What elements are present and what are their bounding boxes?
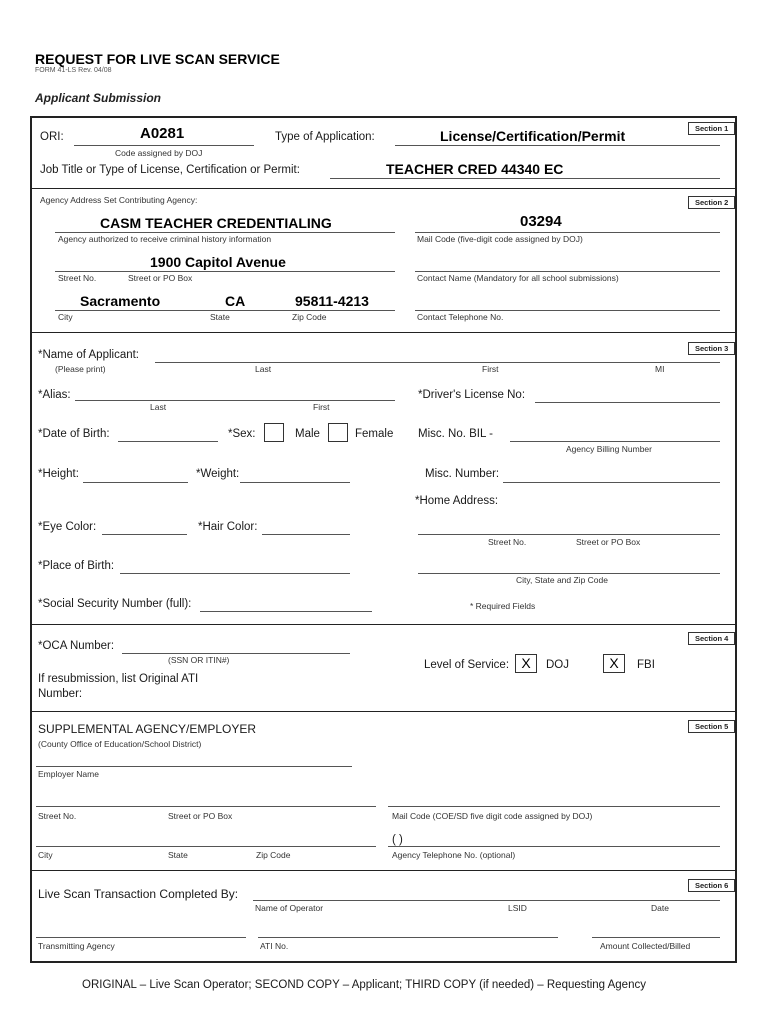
employer-city-label: City [38,850,53,860]
fbi-checkbox[interactable]: X [603,654,625,673]
supplemental-title: SUPPLEMENTAL AGENCY/EMPLOYER [38,722,257,736]
mi-label: MI [655,364,665,374]
alias-label: *Alias: [38,389,71,401]
contact-phone-label: Contact Telephone No. [417,312,504,322]
employer-name-label: Employer Name [38,769,99,779]
home-street-no-label: Street No. [488,537,527,547]
mail-code-note: Mail Code (five-digit code assigned by DOJ) [417,234,583,244]
phone-parens: ( ) [392,834,403,846]
agency-name-value[interactable]: CASM TEACHER CREDENTIALING [100,215,332,231]
amount-collected-label: Amount Collected/Billed [600,941,691,951]
resubmission-label-2: Number: [38,688,83,700]
female-checkbox[interactable] [328,423,348,442]
section-5-badge: Section 5 [688,720,735,733]
drivers-license-label: *Driver's License No: [418,389,526,401]
ati-number-label: ATI No. [260,941,289,951]
hair-color-label: *Hair Color: [198,521,258,533]
applicant-name-label: *Name of Applicant: [38,349,140,361]
ori-value[interactable]: A0281 [140,125,185,142]
form-title: REQUEST FOR LIVE SCAN SERVICE [35,51,280,67]
male-label: Male [295,428,320,440]
date-label: Date [651,903,669,913]
section-4-badge: Section 4 [688,632,735,645]
agency-phone-label: Agency Telephone No. (optional) [392,850,516,860]
eye-color-label: *Eye Color: [38,521,97,533]
resubmission-label: If resubmission, list Original ATI [38,673,199,685]
home-street-box-label: Street or PO Box [576,537,641,547]
alias-last-label: Last [150,402,167,412]
first-name-label: First [482,364,499,374]
doj-label: DOJ [546,659,569,671]
dob-label: *Date of Birth: [38,428,110,440]
zip-label: Zip Code [292,312,327,322]
fbi-label: FBI [637,659,655,671]
city-label: City [58,312,73,322]
print-note: (Please print) [55,364,106,374]
job-title-value[interactable]: TEACHER CRED 44340 EC [386,161,564,177]
section-3-badge: Section 3 [688,342,735,355]
city-state-zip-label: City, State and Zip Code [516,575,608,585]
height-label: *Height: [38,468,79,480]
employer-street-no-label: Street No. [38,811,77,821]
submission-heading: Applicant Submission [35,91,162,105]
male-checkbox[interactable] [264,423,284,442]
ori-label: ORI: [40,131,64,143]
required-fields-note: * Required Fields [470,601,536,611]
oca-note: (SSN OR ITIN#) [168,655,230,665]
section-2-badge: Section 2 [688,196,735,209]
mail-code-value[interactable]: 03294 [520,213,562,230]
zip-value[interactable]: 95811-4213 [295,293,369,309]
female-label: Female [355,428,394,440]
ssn-label: *Social Security Number (full): [38,598,192,610]
completed-by-label: Live Scan Transaction Completed By: [38,887,239,901]
state-label: State [210,312,230,322]
application-type-label: Type of Application: [275,131,375,143]
lsid-label: LSID [508,903,527,913]
copy-distribution-footer: ORIGINAL – Live Scan Operator; SECOND COPY – Applicant; THIRD COPY (if needed) – Requesting Agency [82,979,646,991]
street-no-label: Street No. [58,273,97,283]
state-value[interactable]: CA [225,293,246,309]
oca-number-label: *OCA Number: [38,640,115,652]
section-6-badge: Section 6 [688,879,735,892]
weight-label: *Weight: [196,468,240,480]
agency-name-note: Agency authorized to receive criminal history information [58,234,272,244]
application-type-value[interactable]: License/Certification/Permit [440,128,626,144]
place-of-birth-label: *Place of Birth: [38,560,115,572]
doj-checkbox[interactable]: X [515,654,537,673]
street-box-label: Street or PO Box [128,273,193,283]
home-address-label: *Home Address: [415,495,499,507]
supplemental-subtitle: (County Office of Education/School District) [38,739,202,749]
city-value[interactable]: Sacramento [80,293,161,309]
form-number: FORM 41-LS Rev. 04/08 [35,67,112,74]
sex-label: *Sex: [228,428,256,440]
last-name-label: Last [255,364,272,374]
contact-name-label: Contact Name (Mandatory for all school submissions) [417,273,619,283]
ori-note: Code assigned by DOJ [115,148,203,158]
operator-name-label: Name of Operator [255,903,324,913]
section-1-badge: Section 1 [688,122,735,135]
employer-zip-label: Zip Code [256,850,291,860]
employer-state-label: State [168,850,188,860]
street-value[interactable]: 1900 Capitol Avenue [150,254,286,270]
contributing-agency-label: Agency Address Set Contributing Agency: [40,195,198,205]
misc-bil-label: Misc. No. BIL - [418,428,493,440]
misc-number-label: Misc. Number: [425,468,500,480]
level-of-service-label: Level of Service: [424,659,510,671]
employer-mail-code-label: Mail Code (COE/SD five digit code assigned by DOJ) [392,811,593,821]
alias-first-label: First [313,402,330,412]
employer-street-box-label: Street or PO Box [168,811,233,821]
transmitting-agency-label: Transmitting Agency [38,941,115,951]
billing-number-label: Agency Billing Number [566,444,652,454]
job-title-label: Job Title or Type of License, Certification or Permit: [40,164,300,176]
